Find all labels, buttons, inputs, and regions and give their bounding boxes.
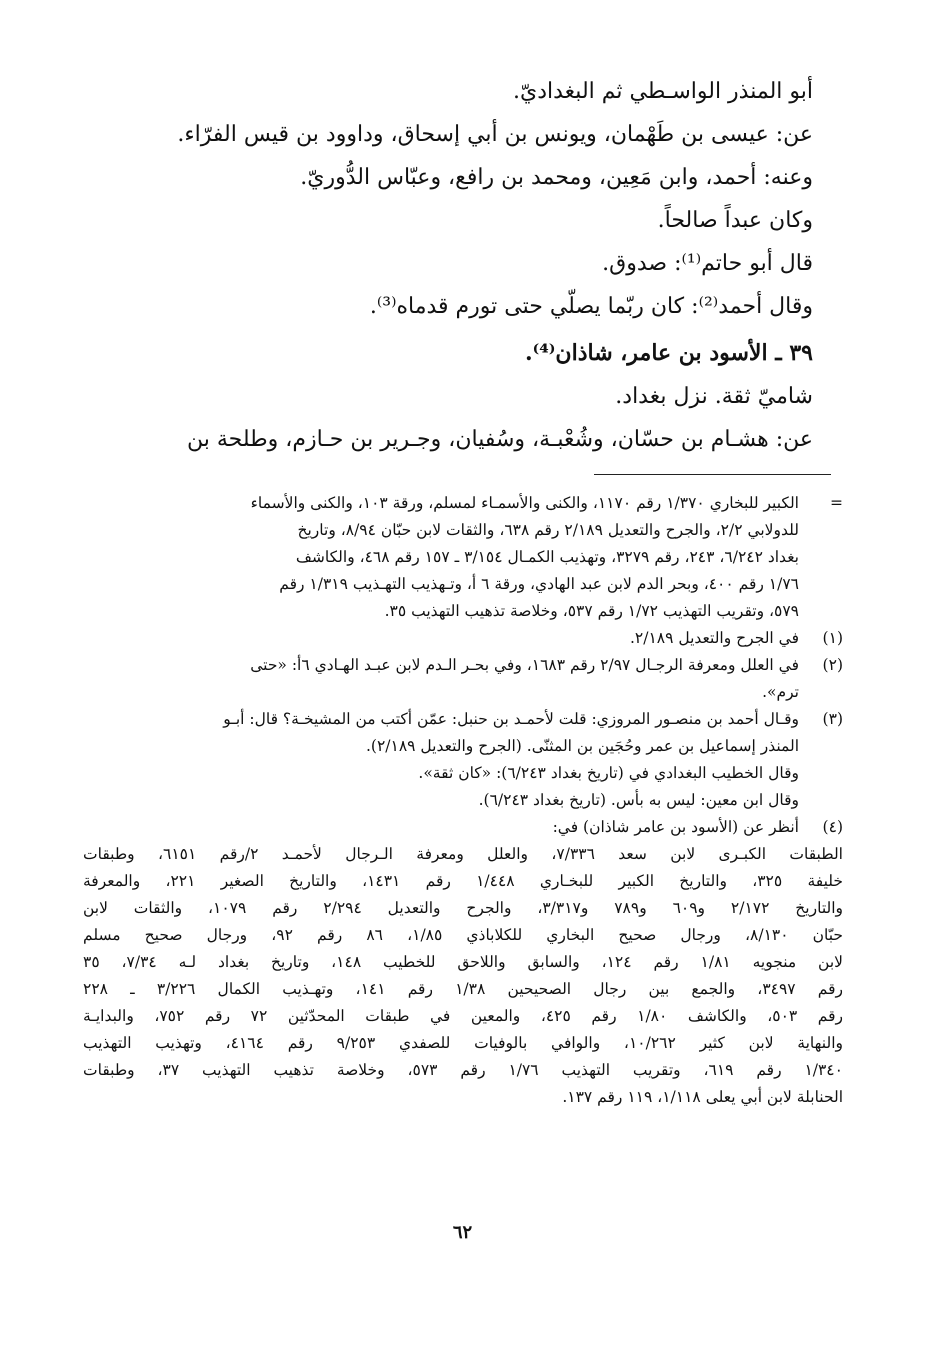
footnote-line: وقال ابن معين: ليس به بأس. (تاريخ بغداد ٦/٢٤٣). xyxy=(478,791,799,809)
footnote-line: أنظر عن (الأسود بن عامر شاذان) في: xyxy=(552,818,799,836)
footnote-line: للدولابي ٢/٢، والجرح والتعديل ٢/١٨٩ رقم ٦٣٨، والثقات لابن حبّان ٨/٩٤، وتاريخ xyxy=(297,521,799,539)
footnote-line: الكبير للبخاري ١/٣٧٠ رقم ١١٧٠، والكنى والأسمـاء لمسلم، ورقة ١٠٣، والكنى والأسماء xyxy=(250,494,799,512)
footnote-line: الحنابلة لابن أبي يعلى ١/١١٨، ١١٩ رقم ١٣٧. xyxy=(562,1088,843,1106)
main-line: وعنه: أحمد، وابن مَعِين، ومحمد بن رافع، وعبّاس الدُّوريّ. xyxy=(300,165,813,190)
main-line: عن: عيسى بن طَهْمان، ويونس بن أبي إسحاق، وداوود بن قيس الفرّاء. xyxy=(177,122,813,147)
main-line: أبو المنذر الواسـطي ثم البغداديّ. xyxy=(513,79,813,104)
footnote-continuation xyxy=(83,490,843,625)
footnote-marker: = xyxy=(830,494,843,512)
footnote-line: والتاريخ ٢/١٧٢ و٦٠٩ و٧٨٩ و٣/٣١٧، والجرح والتعديل ٢/٢٩٤ رقم ١٠٧٩، والثقات لابن xyxy=(83,899,843,917)
footnote-line: لابن منجويه ١/٨١ رقم ١٢٤، والسابق واللاحق للخطيب ١٤٨، وتاريخ بغداد لـه ٧/٣٤، ٣٥ xyxy=(83,953,843,971)
footnote-line: وقـال أحمد بن منصـور المروزي: قلت لأحمـد بن حنبل: عمّن أكتب من المشيخـة؟ قال: أبـو xyxy=(223,710,799,728)
footnote-3 xyxy=(83,706,843,814)
footnote-line: المنذر إسماعيل بن عمر وحُجَين بن المثنّى. (الجرح والتعديل ٢/١٨٩). xyxy=(365,737,799,755)
footnote-line: ترم». xyxy=(762,683,799,701)
footnote-line: ١/٣٤٠ رقم ٦١٩، وتقريب التهذيب ١/٧٦ رقم ٥٧٣، وخلاصة تذهيب التهذيب ٣٧، وطبقات xyxy=(83,1061,843,1079)
main-line: قال أبو حاتم⁽¹⁾: صدوق. xyxy=(602,251,813,276)
footnote-line: رقم ٥٠٣، والكاشف ١/٨٠ رقم ٤٢٥، والمعين في طبقات المحدّثين ٧٢ رقم ٧٥٢، والبدايـة xyxy=(83,1007,843,1025)
footnote-line: في الجرح والتعديل ٢/١٨٩. xyxy=(629,629,799,647)
footnote-line: وقال الخطيب البغدادي في (تاريخ بغداد ٦/٢٤٣): «كان ثقة». xyxy=(418,764,799,782)
footnote-line: ٥٧٩، وتقريب التهذيب ١/٧٢ رقم ٥٣٧، وخلاصة تذهيب التهذيب ٣٥. xyxy=(384,602,799,620)
main-line: عن: هشـام بن حسّان، وشُعْبـة، وسُفيان، وجـرير بن حـازم، وطلحة بن xyxy=(186,427,813,452)
footnote-line: الطبقات الكبـرى لابن سعد ٧/٣٣٦، والعلل ومعرفة الـرجال لأحمـد ٢/رقم ٦١٥١، وطبقات xyxy=(83,845,843,863)
footnote-line: والنهاية لابن كثير ١٠/٢٦٢، والوافي بالوفيات للصفدي ٩/٢٥٣ رقم ٤١٦٤، وتهذيب التهذيب xyxy=(83,1034,843,1052)
footnote-line: حبّان ٨/١٣٠، ورجال صحيح البخاري للكلاباذي ١/٨٥، ٨٦ رقم ٩٢، ورجال صحيح مسلم xyxy=(83,926,843,944)
entry-heading: ٣٩ ـ الأسود بن عامر، شاذان⁽⁴⁾. xyxy=(525,340,813,366)
footnote-line: خليفة ٣٢٥، والتاريخ الكبير للبخـاري ١/٤٤٨ رقم ١٤٣١، والتاريخ الصغير ٢٢١، والمعرفة xyxy=(83,872,843,890)
footnote-line: ١/٧٦ رقم ٤٠٠، وبحر الدم لابن عبد الهادي، ورقة ٦ أ، وتـهذيب التهـذيب ١/٣١٩ رقم xyxy=(279,575,799,593)
page-number: ٦٢ xyxy=(452,1222,473,1243)
main-line: وقال أحمد⁽²⁾: كان ربّما يصلّي حتى تورم قدماه⁽³⁾. xyxy=(369,294,813,319)
footnote-separator xyxy=(594,474,831,475)
footnote-line: بغداد ٦/٢٤٢، ٢٤٣، رقم ٣٢٧٩، وتهذيب الكمـال ٣/١٥٤ ـ ١٥٧ رقم ٤٦٨، والكاشف xyxy=(295,548,799,566)
footnote-1 xyxy=(83,625,843,652)
footnote-line: في العلل ومعرفة الرجـال ٢/٩٧ رقم ١٦٨٣، وفي بحـر الـدم لابن عبـد الهـادي ٦أ: «حتى xyxy=(250,656,799,674)
main-text xyxy=(93,70,813,461)
footnote-marker: (٣) xyxy=(822,710,843,728)
footnote-2 xyxy=(83,652,843,706)
footnote-4 xyxy=(83,814,843,1111)
footnote-marker: (٤) xyxy=(822,818,843,836)
footnotes xyxy=(83,490,843,1111)
footnote-marker: (٢) xyxy=(822,656,843,674)
source-list xyxy=(83,841,843,1111)
main-line: وكان عبداً صالحاً. xyxy=(657,208,813,233)
main-line: شاميّ ثقة. نزل بغداد. xyxy=(615,384,813,409)
footnote-line: رقم ٣٤٩٧، والجمع بين رجال الصحيحين ١/٣٨ رقم ١٤١، وتهـذيب الكمال ٣/٢٢٦ ـ ٢٢٨ xyxy=(83,980,843,998)
footnote-marker: (١) xyxy=(822,629,843,647)
